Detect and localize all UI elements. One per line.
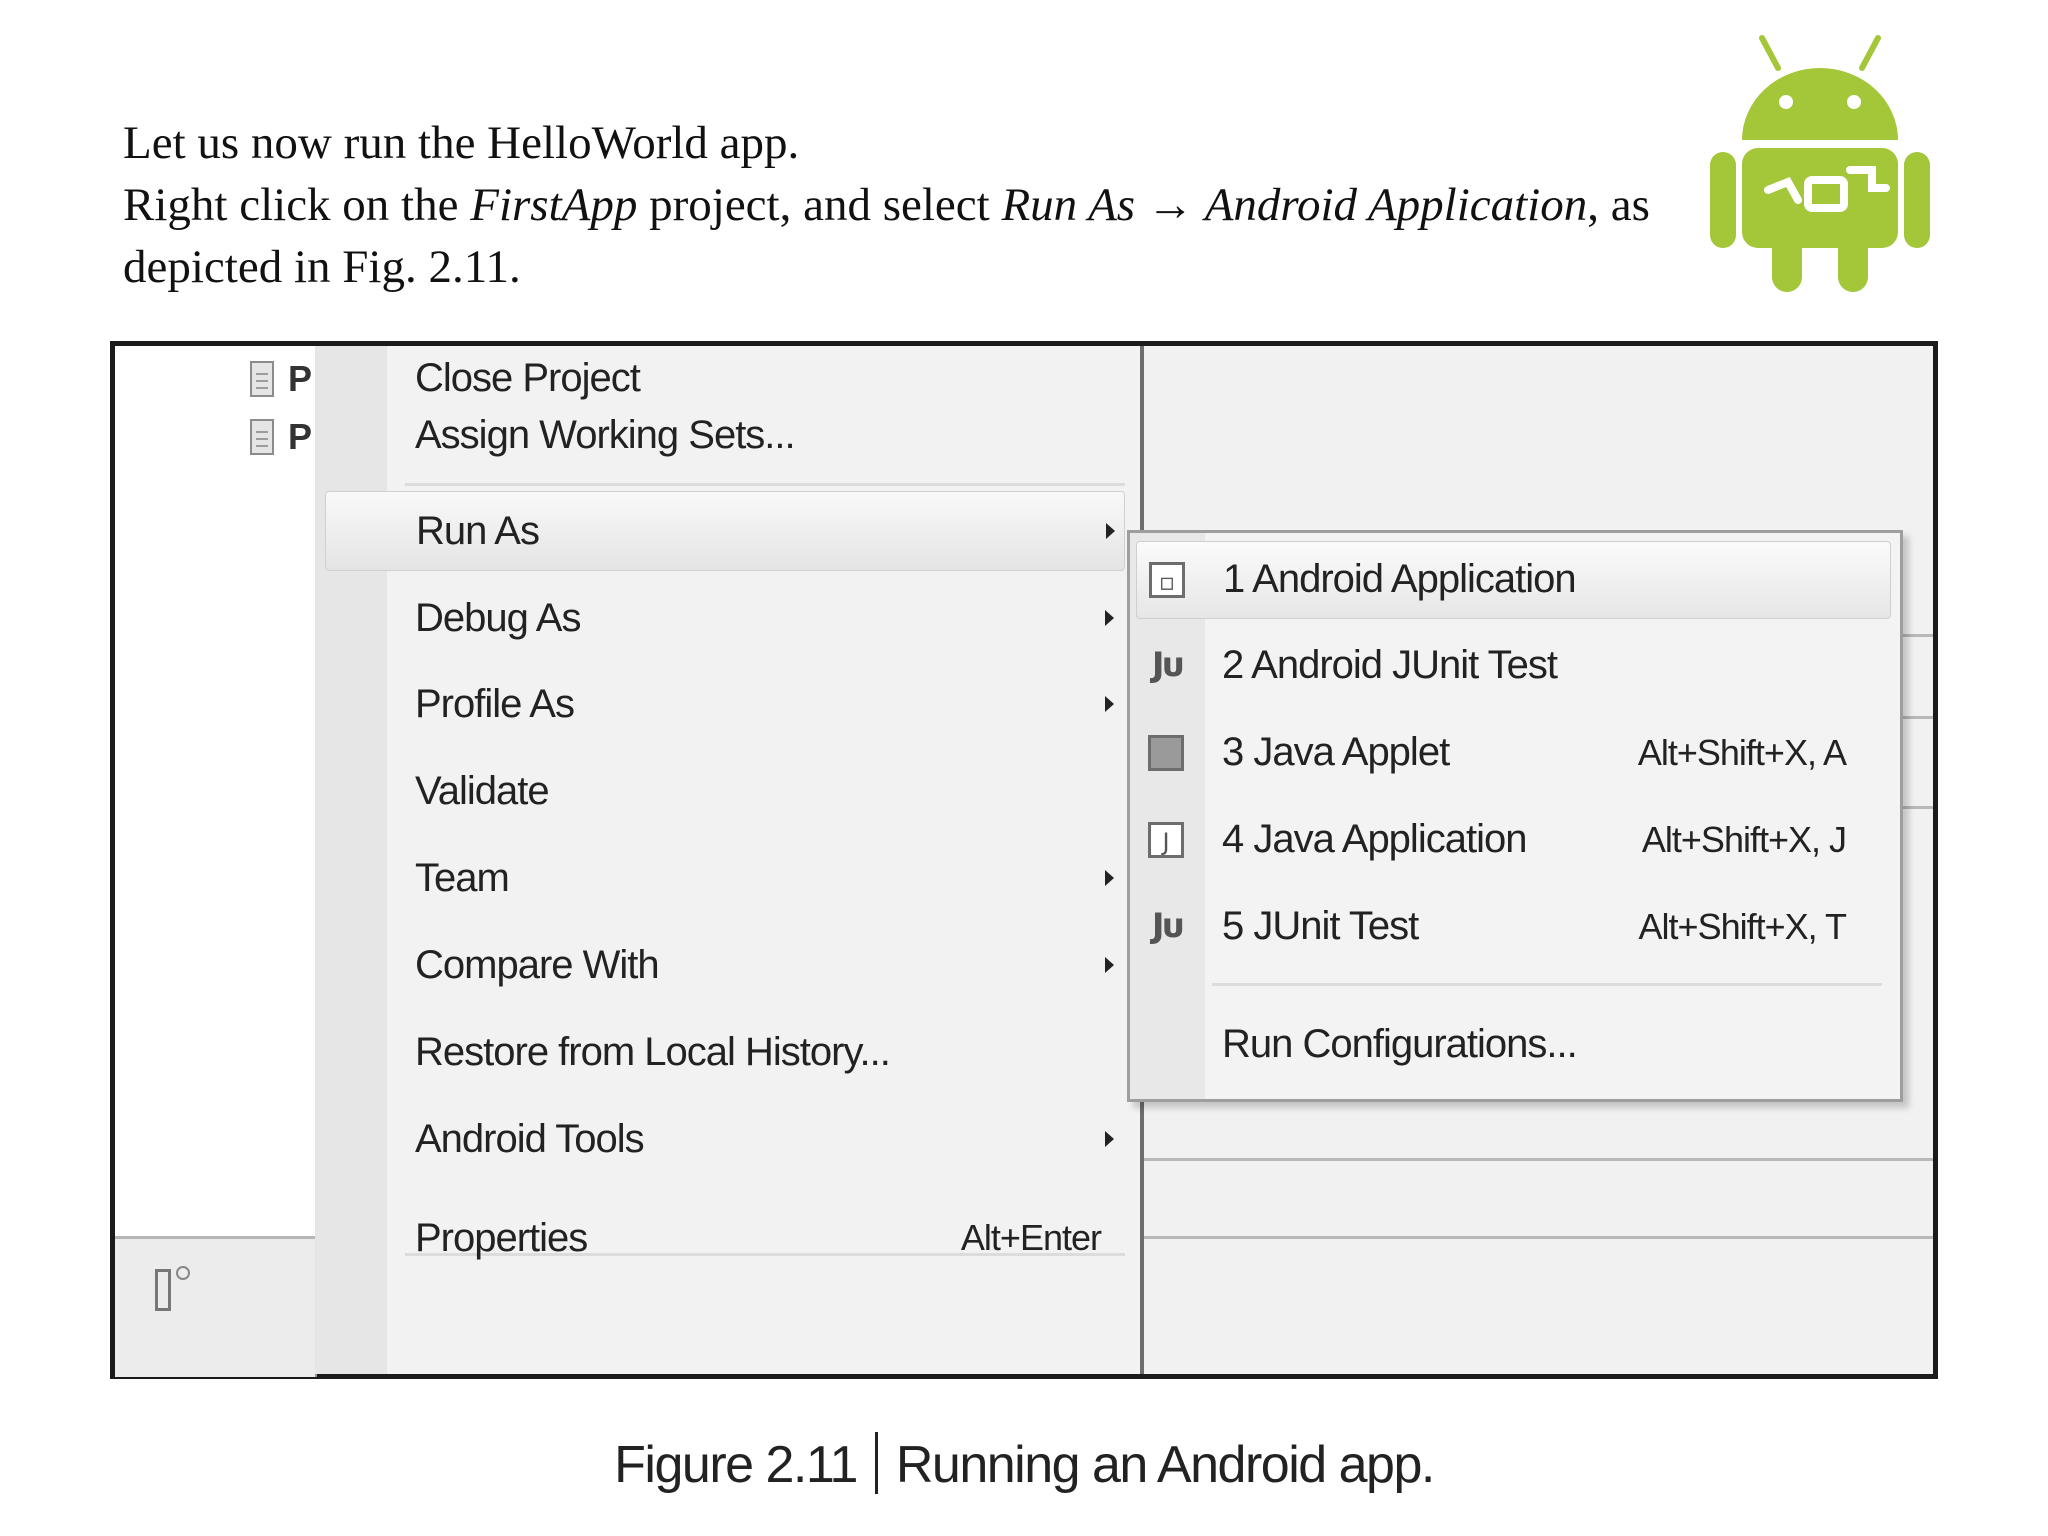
- shortcut-label: Alt+Enter: [960, 1217, 1101, 1258]
- file-icon: [250, 419, 274, 455]
- submenu-arrow-icon: [1105, 696, 1114, 712]
- intro-line-3: depicted in Fig. 2.11.: [123, 241, 521, 293]
- shortcut-label: Alt+Shift+X, T: [1638, 906, 1846, 947]
- java-applet-icon: [1148, 735, 1184, 771]
- menu-item-team[interactable]: Team: [325, 838, 1125, 918]
- figure-caption: [0, 1432, 2048, 1495]
- project-name: FirstApp: [470, 179, 638, 231]
- submenu-arrow-icon: [1105, 957, 1114, 973]
- menu-item-close-project[interactable]: Close Project: [415, 355, 640, 400]
- menu-item-restore-local-history[interactable]: Restore from Local History...: [415, 1029, 890, 1074]
- submenu-arrow-icon: [1105, 1131, 1114, 1147]
- menu-item-debug-as[interactable]: Debug As: [325, 578, 1125, 658]
- intro-line-1: Let us now run the HelloWorld app.: [123, 117, 800, 169]
- shortcut-label: Alt+Shift+X, A: [1637, 732, 1846, 773]
- junit-icon: Jᴜ: [1151, 906, 1181, 946]
- menu-item-validate[interactable]: Validate: [415, 768, 549, 813]
- menu-item-compare-with[interactable]: Compare With: [325, 925, 1125, 1005]
- menu-path: Run As → Android Application: [1001, 179, 1588, 231]
- intro-line-2: Right click on the FirstApp project, and select Run As → Android Application, as: [123, 179, 1650, 231]
- context-menu: [315, 346, 1144, 1374]
- android-robot-icon: [1710, 30, 1930, 295]
- java-app-icon: J: [1148, 822, 1184, 858]
- package-explorer: [115, 346, 317, 1236]
- submenu-arrow-icon: [1105, 610, 1114, 626]
- screenshot-frame: [110, 341, 1938, 1379]
- file-icon: [250, 361, 274, 397]
- menu-item-assign-working-sets[interactable]: Assign Working Sets...: [415, 412, 795, 457]
- tree-item[interactable]: P: [250, 358, 302, 400]
- menu-item-profile-as[interactable]: Profile As: [325, 664, 1125, 744]
- android-app-icon: ▫: [1149, 562, 1185, 598]
- submenu-item-android-junit-test[interactable]: Jᴜ 2 Android JUnit Test: [1136, 628, 1891, 706]
- run-as-submenu: [1127, 530, 1903, 1102]
- submenu-item-run-configurations[interactable]: Run Configurations...: [1222, 1022, 1577, 1066]
- junit-icon: Jᴜ: [1151, 645, 1181, 685]
- caption-text: Running an Android app.: [895, 1436, 1434, 1494]
- figure-number: Figure 2.11: [614, 1436, 857, 1494]
- bottom-panel: [115, 1236, 317, 1377]
- submenu-item-java-application[interactable]: J 4 Java Application Alt+Shift+X, J: [1136, 802, 1891, 880]
- submenu-arrow-icon: [1105, 870, 1114, 886]
- menu-item-android-tools[interactable]: Android Tools: [325, 1099, 1125, 1179]
- submenu-arrow-icon: [1106, 523, 1115, 539]
- tree-item[interactable]: P: [250, 416, 302, 458]
- submenu-item-android-application[interactable]: ▫ 1 Android Application: [1136, 541, 1891, 619]
- intro-paragraph: [123, 112, 1823, 298]
- submenu-item-junit-test[interactable]: Jᴜ 5 JUnit Test Alt+Shift+X, T: [1136, 889, 1891, 967]
- menu-item-properties[interactable]: Properties Alt+Enter: [415, 1215, 1101, 1260]
- submenu-item-java-applet[interactable]: 3 Java Applet Alt+Shift+X, A: [1136, 715, 1891, 793]
- menu-item-run-as[interactable]: Run As: [325, 491, 1125, 571]
- device-icon[interactable]: [155, 1269, 171, 1311]
- shortcut-label: Alt+Shift+X, J: [1641, 819, 1846, 860]
